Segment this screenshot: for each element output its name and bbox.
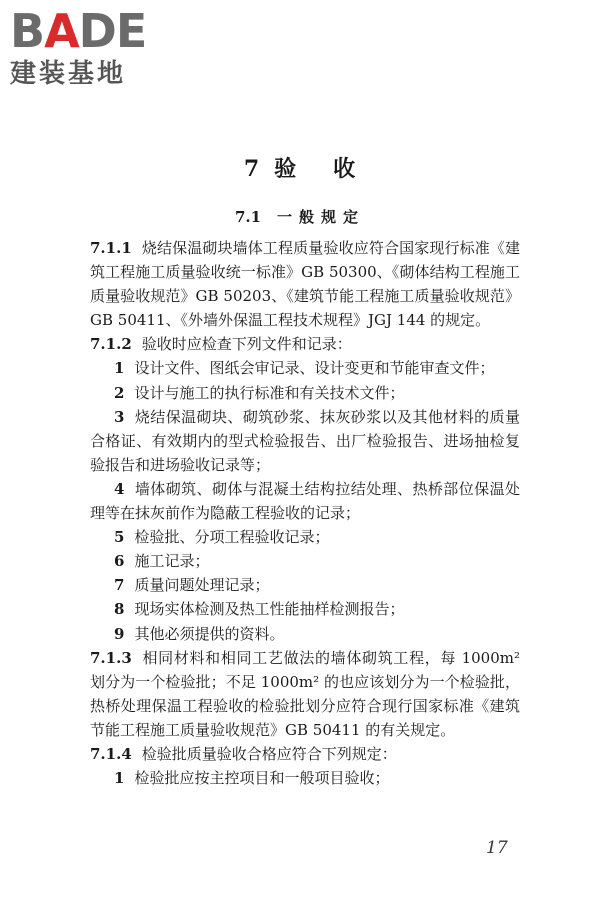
clause-7-1-4	[90, 742, 520, 766]
list-item: 4 墙体砌筑、砌体与混凝土结构拉结处理、热桥部位保温处理等在抹灰前作为隐蔽工程验收的记录；	[90, 479, 520, 523]
list-item: 6 施工记录；	[114, 552, 210, 571]
chapter-number: 7	[243, 156, 261, 182]
section-title: 一般规定	[277, 208, 366, 226]
logo-wordmark: BADE	[10, 4, 147, 58]
list-item: 1 设计文件、图纸会审记录、设计变更和节能审查文件；	[114, 359, 495, 378]
clause-number: 7.1.2	[90, 335, 132, 354]
list-item: 7 质量问题处理记录；	[114, 576, 270, 595]
page-body	[90, 236, 520, 790]
list-item: 3 烧结保温砌块、砌筑砂浆、抹灰砂浆以及其他材料的质量合格证、有效期内的型式检验报告、出厂检验报告、进场抽检复验报告和进场验收记录等；	[90, 407, 520, 474]
list-item: 8 现场实体检测及热工性能抽样检测报告；	[114, 600, 405, 619]
page-number: 17	[486, 838, 508, 858]
list-item: 5 检验批、分项工程验收记录；	[114, 528, 330, 547]
logo-accent-letter: A	[44, 4, 79, 58]
clause-number: 7.1.4	[90, 744, 132, 763]
clause-7-1-3	[90, 646, 520, 742]
list-item: 1 检验批应按主控项目和一般项目验收；	[114, 769, 390, 788]
chapter-heading	[0, 152, 600, 183]
clause-text: 相同材料和相同工艺做法的墙体砌筑工程，每 1000m² 划分为一个检验批；不足 1000m² 的也应该划分为一个检验批，热桥处理保温工程验收的检验批划分应符合现行国家标准《建筑节能工程施工质量验收规范》GB 50411 的有关规定。	[90, 648, 520, 739]
list-item: 9 其他必须提供的资料。	[114, 624, 285, 643]
clause-text: 验收时应检查下列文件和记录：	[141, 335, 352, 354]
logo-chinese-name: 建装基地	[10, 59, 127, 89]
clause-text: 烧结保温砌块墙体工程质量验收应符合国家现行标准《建筑工程施工质量验收统一标准》GB 50300、《砌体结构工程施工质量验收规范》GB 50203、《建筑节能工程施工质量验收规范》GB 50411、《外墙外保温工程技术规程》JGJ 144 的规定。	[90, 239, 520, 330]
chapter-title-part1: 验	[274, 156, 298, 182]
clause-number: 7.1.1	[90, 239, 132, 257]
logo	[10, 6, 175, 90]
section-number: 7.1	[234, 208, 262, 226]
list-item: 2 设计与施工的执行标准和有关技术文件；	[114, 383, 405, 402]
clause-text: 检验批质量验收合格应符合下列规定：	[141, 744, 397, 763]
clause-7-1-1	[90, 236, 520, 332]
clause-number: 7.1.3	[90, 648, 132, 667]
clause-7-1-2	[90, 332, 520, 356]
chapter-title-part2: 收	[333, 156, 357, 182]
section-heading	[0, 206, 600, 227]
